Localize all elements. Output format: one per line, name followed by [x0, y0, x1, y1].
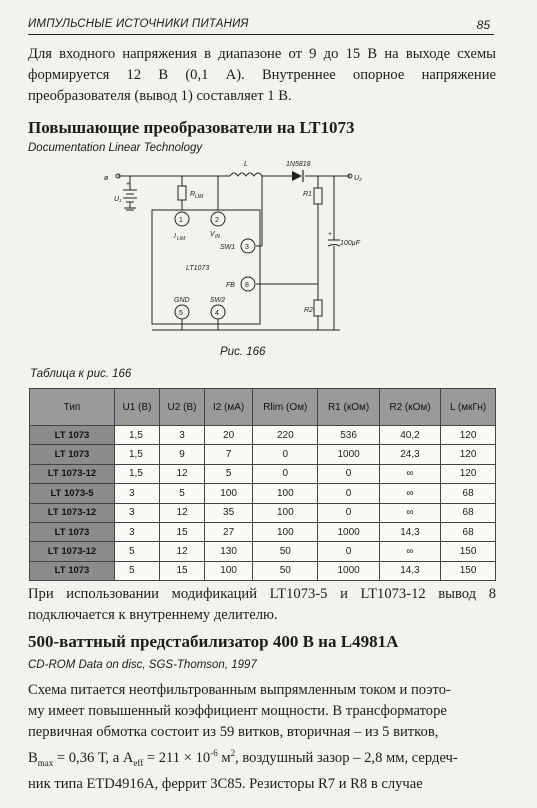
section-title-lt1073: Повышающие преобразователи на LT1073	[28, 118, 355, 137]
svg-text:1: 1	[179, 217, 183, 224]
table-cell: 50	[253, 561, 318, 580]
table-cell: 100	[205, 561, 253, 580]
svg-text:SW2: SW2	[210, 297, 226, 304]
table-cell: 68	[441, 503, 496, 522]
svg-text:U₁: U₁	[114, 196, 122, 203]
table-cell: ∞	[379, 464, 440, 483]
svg-text:3: 3	[245, 244, 249, 251]
table-cell: 7	[205, 445, 253, 464]
svg-text:I: I	[174, 233, 176, 240]
table-cell: 27	[205, 522, 253, 541]
table-cell: 5	[115, 542, 160, 561]
para-line: му имеет повышенный коэффициент мощности. В трансформаторе	[28, 703, 447, 719]
table-row	[30, 484, 496, 503]
table-cell-type: LT 1073	[30, 426, 115, 445]
table-cell: 5	[160, 484, 205, 503]
svg-text:4: 4	[215, 310, 219, 317]
table-cell: 1000	[318, 522, 379, 541]
col-header: Rlim (Ом)	[253, 389, 318, 426]
para-line: ник типа ETD4916A, феррит 3C85. Резисторы R7 и R8 в случае	[28, 775, 423, 792]
table-header-row	[30, 389, 496, 426]
diode-symbol	[292, 171, 302, 181]
page-header	[28, 18, 494, 35]
table-cell: 130	[205, 542, 253, 561]
svg-text:R2: R2	[304, 307, 313, 314]
table-cell: 150	[441, 561, 496, 580]
intro-paragraph: Для входного напряжения в диапазоне от 9 до 15 В на выходе схемы формируется 12 В (0,1 А). Внутреннее опорное напряжение преобразователя (вывод 1) составляет 1 В.	[28, 46, 496, 104]
table-cell-type: LT 1073-5	[30, 484, 115, 503]
table-cell: 1000	[318, 561, 379, 580]
svg-text:100µF: 100µF	[340, 240, 360, 247]
para-line: Схема питается неотфильтрованным выпрямленным током и поэто-	[28, 682, 451, 698]
table-cell: 1,5	[115, 464, 160, 483]
table-cell: 35	[205, 503, 253, 522]
svg-text:LIM: LIM	[195, 194, 204, 200]
table-row	[30, 464, 496, 483]
table-cell: 0	[253, 445, 318, 464]
table-row	[30, 445, 496, 464]
table-cell: 3	[115, 522, 160, 541]
table-cell: 24,3	[379, 445, 440, 464]
col-header: R1 (кОм)	[318, 389, 379, 426]
table-cell: 536	[318, 426, 379, 445]
table-cell: 12	[160, 503, 205, 522]
table-row	[30, 426, 496, 445]
table-cell: 120	[441, 445, 496, 464]
table-row	[30, 561, 496, 580]
page-number: 85	[476, 18, 490, 32]
table-cell: 0	[318, 484, 379, 503]
svg-text:LIM: LIM	[177, 236, 186, 242]
col-header: I2 (мА)	[205, 389, 253, 426]
table-cell: 3	[160, 426, 205, 445]
svg-text:R1: R1	[303, 191, 312, 198]
svg-text:FB: FB	[226, 282, 235, 289]
table-cell: 3	[115, 484, 160, 503]
svg-text:U₂: U₂	[354, 175, 362, 182]
table-cell: 100	[253, 484, 318, 503]
table-cell: 1000	[318, 445, 379, 464]
table-cell-type: LT 1073-12	[30, 464, 115, 483]
table-cell: 14,3	[379, 522, 440, 541]
svg-text:LT1073: LT1073	[186, 265, 210, 272]
table-cell: 5	[115, 561, 160, 580]
table-cell: 100	[253, 522, 318, 541]
col-header: U1 (В)	[115, 389, 160, 426]
table-cell: 14,3	[379, 561, 440, 580]
svg-text:SW1: SW1	[220, 244, 236, 251]
col-header: Тип	[30, 389, 115, 426]
svg-text:1N5818: 1N5818	[286, 161, 311, 168]
section2-paragraph	[28, 680, 496, 795]
svg-text:2: 2	[215, 217, 219, 224]
running-title: ИМПУЛЬСНЫЕ ИСТОЧНИКИ ПИТАНИЯ	[28, 18, 249, 30]
table-row	[30, 542, 496, 561]
col-header: L (мкГн)	[441, 389, 496, 426]
table-cell-type: LT 1073	[30, 445, 115, 464]
para-line: $B_{max} = 0,36$ Т, а $A_{eff} = 211 \times 10^{-6}$ $м^2$, воздушный зазор – 2,8 мм, сердеч-	[28, 748, 458, 768]
table-cell: 9	[160, 445, 205, 464]
table-cell: 0	[318, 542, 379, 561]
lt1073-schematic	[100, 158, 380, 338]
parameters-table	[29, 388, 496, 581]
svg-text:+: +	[126, 181, 131, 188]
table-cell-type: LT 1073-12	[30, 542, 115, 561]
svg-text:L: L	[244, 161, 248, 168]
inductor-symbol	[230, 173, 262, 176]
table-cell: 120	[441, 426, 496, 445]
table-row	[30, 503, 496, 522]
table-cell: 12	[160, 542, 205, 561]
table-cell: 15	[160, 522, 205, 541]
table-cell: ∞	[379, 503, 440, 522]
table-cell: 220	[253, 426, 318, 445]
table-caption: Таблица к рис. 166	[30, 368, 132, 380]
table-cell-type: LT 1073	[30, 522, 115, 541]
table-cell: 1,5	[115, 426, 160, 445]
table-cell: ∞	[379, 484, 440, 503]
table-cell: 100	[205, 484, 253, 503]
col-header: R2 (кОм)	[379, 389, 440, 426]
svg-text:8: 8	[245, 282, 249, 289]
table-cell-type: LT 1073-12	[30, 503, 115, 522]
svg-text:GND: GND	[174, 297, 190, 304]
table-cell: 5	[205, 464, 253, 483]
svg-text:+: +	[328, 231, 333, 238]
col-header: U2 (В)	[160, 389, 205, 426]
section-source-l4981a: CD-ROM Data on disc, SGS-Thomson, 1997	[28, 659, 257, 671]
para-line: первичная обмотка состоит из 59 витков, вторичная – из 5 витков,	[28, 724, 439, 740]
after-table-paragraph: При использовании модификаций LT1073-5 и LT1073-12 вывод 8 подключается к внутреннему делителю.	[28, 586, 496, 623]
svg-text:ø: ø	[104, 175, 109, 182]
table-cell: 40,2	[379, 426, 440, 445]
table-cell-type: LT 1073	[30, 561, 115, 580]
section-title-l4981a: 500-ваттный предстабилизатор 400 В на L4981A	[28, 632, 399, 651]
table-cell: 15	[160, 561, 205, 580]
svg-text:IN: IN	[215, 234, 220, 240]
table-cell: 20	[205, 426, 253, 445]
table-cell: 3	[115, 503, 160, 522]
figure-caption: Рис. 166	[220, 346, 266, 358]
table-cell: ∞	[379, 542, 440, 561]
table-cell: 12	[160, 464, 205, 483]
svg-text:V: V	[210, 231, 215, 238]
table-cell: 0	[253, 464, 318, 483]
table-cell: 0	[318, 503, 379, 522]
table-row	[30, 522, 496, 541]
table-cell: 68	[441, 484, 496, 503]
section-source-lt1073: Documentation Linear Technology	[28, 142, 203, 154]
table-cell: 68	[441, 522, 496, 541]
table-cell: 50	[253, 542, 318, 561]
svg-text:5: 5	[179, 310, 183, 317]
svg-text:R: R	[190, 191, 196, 198]
table-cell: 0	[318, 464, 379, 483]
table-cell: 1,5	[115, 445, 160, 464]
table-cell: 120	[441, 464, 496, 483]
table-cell: 100	[253, 503, 318, 522]
table-cell: 150	[441, 542, 496, 561]
